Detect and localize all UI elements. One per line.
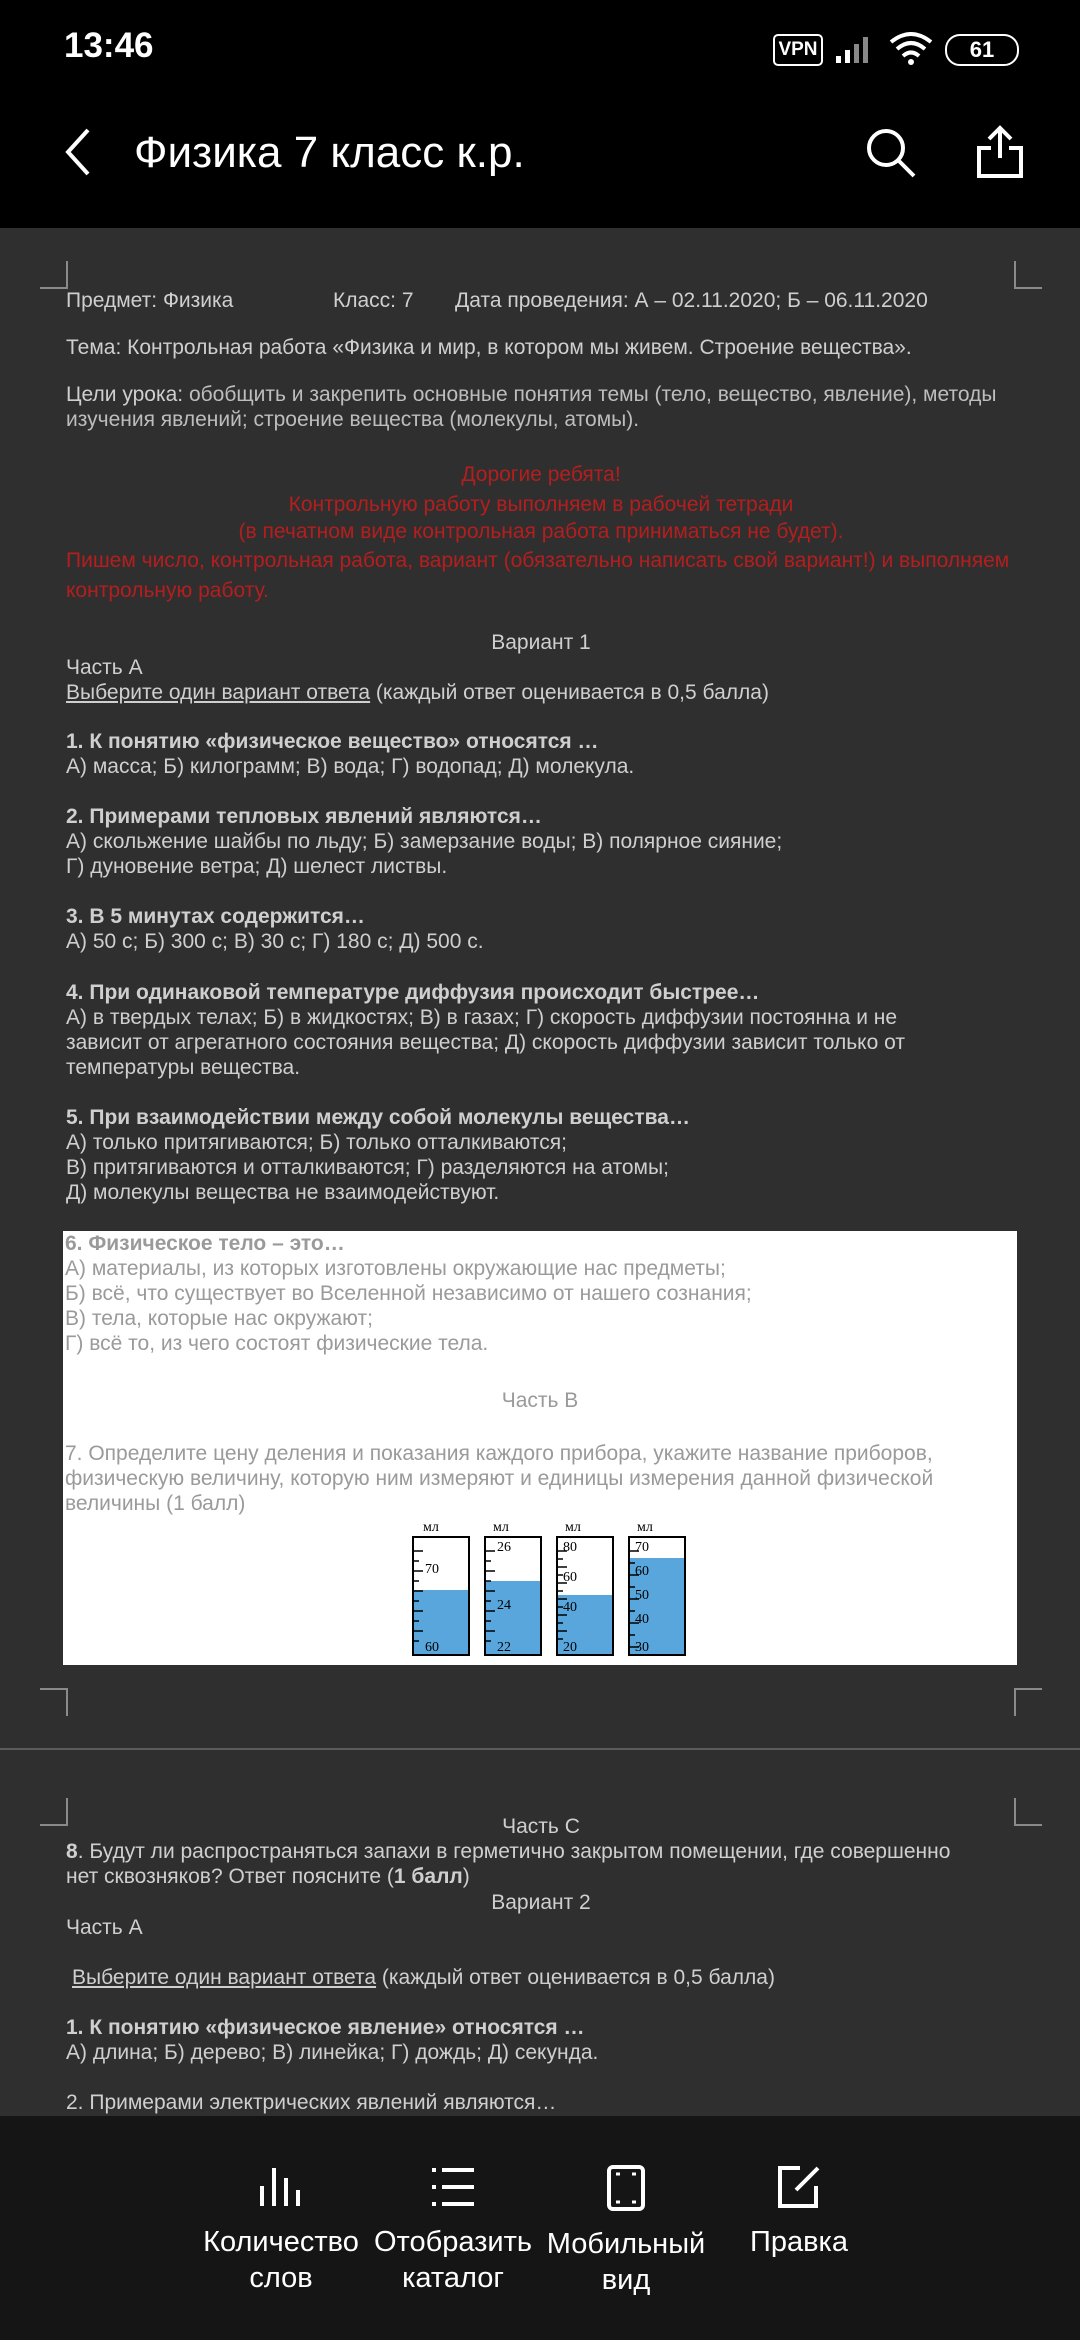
question-text: физическую величину, которую ним измеряют и единицы измерения данной физической: [65, 1467, 934, 1490]
list-icon: [430, 2164, 476, 2210]
scale-label: 50: [635, 1588, 649, 1603]
question-text: . Будут ли распространяться запахи в герметично закрытом помещении, где совершенно: [77, 1840, 951, 1863]
liquid-fill: [486, 1581, 540, 1654]
toolbar-label: Мобильный: [546, 2228, 706, 2260]
variant-2-heading: Вариант 2: [491, 1891, 591, 1914]
topic: Тема: Контрольная работа «Физика и мир, в котором мы живем. Строение вещества».: [66, 336, 912, 359]
instruction-2: [72, 1965, 1022, 1990]
graduated-cylinders-figure: [393, 1521, 693, 1661]
scale-label: 80: [563, 1540, 577, 1555]
class: Класс: 7: [333, 289, 414, 312]
cylinder-unit: мл: [493, 1521, 509, 1535]
toolbar-label: Правка: [750, 2226, 848, 2258]
goals-label: Цели урока:: [66, 383, 184, 406]
red-note-3: (в печатном виде контрольная работа приниматься не будет).: [238, 520, 844, 543]
scale-label: 60: [425, 1640, 439, 1655]
share-icon[interactable]: [975, 124, 1025, 180]
question-score: 1 балл: [393, 1865, 463, 1888]
answer-options: Д) молекулы вещества не взаимодействуют.: [66, 1181, 500, 1204]
cylinder-unit: мл: [423, 1521, 439, 1535]
question-2: [66, 804, 1016, 879]
answer-options: А) материалы, из которых изготовлены окружающие нас предметы;: [65, 1257, 726, 1280]
cylinder-unit: мл: [565, 1521, 581, 1535]
cylinder-unit: мл: [637, 1521, 653, 1535]
show-catalog-button[interactable]: [368, 2116, 538, 2296]
liquid-fill: [414, 1590, 468, 1654]
goals-text: обобщить и закрепить основные понятия темы (тело, вещество, явление), методы изучения явлений; строение вещества (молекулы, атомы).: [66, 383, 997, 431]
scale-label: 30: [635, 1640, 649, 1655]
page-corner-mark: [40, 1798, 68, 1826]
instruction-choose: Выберите один вариант ответа: [66, 681, 371, 704]
page-corner-mark: [40, 1688, 68, 1716]
page-corner-mark: [1014, 261, 1042, 289]
answer-options: В) притягиваются и отталкиваются; Г) разделяются на атомы;: [66, 1156, 669, 1179]
back-arrow-icon[interactable]: [60, 126, 96, 178]
scale-label: 40: [635, 1612, 649, 1627]
variant-2-question-2: 2. Примерами электрических явлений являются…: [66, 2091, 557, 2114]
toolbar-label: каталог: [402, 2262, 504, 2294]
document-page-2[interactable]: [0, 1750, 1080, 2115]
answer-options: Г) дуновение ветра; Д) шелест листвы.: [66, 855, 448, 878]
bottom-toolbar: [0, 2116, 1080, 2340]
question-text: нет сквозняков? Ответ поясните (: [66, 1865, 394, 1888]
part-c-heading: Часть С: [502, 1815, 580, 1838]
instruction-choose: Выберите один вариант ответа: [72, 1966, 377, 1989]
instruction: [66, 680, 1016, 705]
scale-label: 60: [635, 1564, 649, 1579]
answer-options: А) масса; Б) килограмм; В) вода; Г) водопад; Д) молекула.: [66, 755, 635, 778]
toolbar-label: Количество: [203, 2226, 359, 2258]
question-text: величины (1 балл): [65, 1492, 246, 1515]
answer-options: В) тела, которые нас окружают;: [65, 1307, 373, 1330]
scale-label: 26: [497, 1540, 511, 1555]
vpn-badge: VPN: [773, 34, 823, 66]
scale-label: 22: [497, 1640, 511, 1655]
question-8: [66, 1839, 1016, 1889]
toolbar-label: слов: [249, 2262, 313, 2294]
part-b-heading: Часть В: [501, 1389, 579, 1412]
question-text: 2. Примерами тепловых явлений являются…: [66, 805, 542, 828]
answer-options: Г) всё то, из чего состоят физические тела.: [65, 1332, 489, 1355]
question-1: [66, 729, 1016, 779]
scale-label: 24: [497, 1598, 511, 1613]
question-number: 8: [66, 1840, 78, 1863]
word-count-button[interactable]: [196, 2116, 366, 2296]
date: Дата проведения: А – 02.11.2020; Б – 06.11.2020: [455, 289, 928, 312]
question-7: [65, 1441, 1015, 1516]
scale-label: 70: [425, 1562, 439, 1577]
goals: [66, 382, 1016, 432]
toolbar-label: Отобразить: [373, 2226, 533, 2258]
red-note-2: Контрольную работу выполняем в рабочей тетради: [288, 493, 794, 516]
answer-options: А) длина; Б) дерево; В) линейка; Г) дождь; Д) секунда.: [66, 2041, 599, 2064]
instruction-scoring: (каждый ответ оценивается в 0,5 балла): [370, 681, 769, 704]
document-title: Физика 7 класс к.р.: [134, 128, 525, 177]
search-icon[interactable]: [864, 126, 918, 180]
question-text: 1. К понятию «физическое вещество» относятся …: [66, 730, 599, 753]
question-4: [66, 980, 1016, 1080]
answer-options: Б) всё, что существует во Вселенной независимо от нашего сознания;: [65, 1282, 752, 1305]
embedded-image-block: [63, 1231, 1017, 1665]
subject: Предмет: Физика: [66, 289, 234, 312]
question-text: 6. Физическое тело – это…: [65, 1232, 345, 1255]
edit-icon: [776, 2164, 822, 2210]
answer-options: А) только притягиваются; Б) только отталкиваются;: [66, 1131, 567, 1154]
status-time: 13:46: [64, 26, 154, 65]
question-5: [66, 1105, 1016, 1205]
page-corner-mark: [1014, 1798, 1042, 1826]
top-bar: [0, 0, 1080, 228]
toolbar-label: вид: [601, 2264, 651, 2296]
variant-1-heading: Вариант 1: [491, 631, 591, 654]
question-text: 5. При взаимодействии между собой молекулы вещества…: [66, 1106, 690, 1129]
scale-label: 70: [635, 1540, 649, 1555]
mobile-view-button[interactable]: [541, 2116, 711, 2298]
answer-options: А) скольжение шайбы по льду; Б) замерзание воды; В) полярное сияние;: [66, 830, 783, 853]
document-page-1[interactable]: [0, 228, 1080, 1748]
meta-line: [66, 288, 1016, 313]
edit-button[interactable]: [714, 2116, 884, 2260]
bar-chart-icon: [258, 2164, 304, 2210]
scale-label: 60: [563, 1570, 577, 1585]
question-text: 4. При одинаковой температуре диффузия происходит быстрее…: [66, 981, 760, 1004]
scale-label: 40: [563, 1600, 577, 1615]
red-note-4: Пишем число, контрольная работа, вариант (обязательно написать свой вариант!) и выполняем контрольную работу.: [66, 549, 1010, 602]
page-corner-mark: [1014, 1688, 1042, 1716]
answer-options: температуры вещества.: [66, 1056, 301, 1079]
question-text: 3. В 5 минутах содержится…: [66, 905, 365, 928]
answer-options: зависит от агрегатного состояния вещества; Д) скорость диффузии зависит только от: [66, 1031, 905, 1054]
question-6: [65, 1231, 1015, 1356]
red-note-1: Дорогие ребята!: [461, 463, 621, 486]
instruction-scoring: (каждый ответ оценивается в 0,5 балла): [376, 1966, 775, 1989]
scale-label: 20: [563, 1640, 577, 1655]
page-corner-mark: [40, 261, 68, 289]
question-text: 7. Определите цену деления и показания каждого прибора, укажите название приборов,: [65, 1442, 933, 1465]
wifi-icon: [888, 30, 934, 66]
battery-indicator: 61: [945, 34, 1019, 66]
answer-options: А) в твердых телах; Б) в жидкостях; В) в газах; Г) скорость диффузии постоянна и не: [66, 1006, 898, 1029]
part-a-heading: Часть А: [66, 656, 143, 679]
phone-frame-icon: [606, 2164, 646, 2212]
variant-2-question-1: [66, 2015, 1016, 2065]
question-text: 1. К понятию «физическое явление» относятся …: [66, 2016, 585, 2039]
part-a-heading-2: Часть А: [66, 1916, 143, 1939]
question-text: ): [462, 1865, 470, 1888]
answer-options: А) 50 с; Б) 300 с; В) 30 с; Г) 180 с; Д) 500 с.: [66, 930, 484, 953]
question-3: [66, 904, 1016, 954]
signal-icon: [834, 32, 876, 64]
